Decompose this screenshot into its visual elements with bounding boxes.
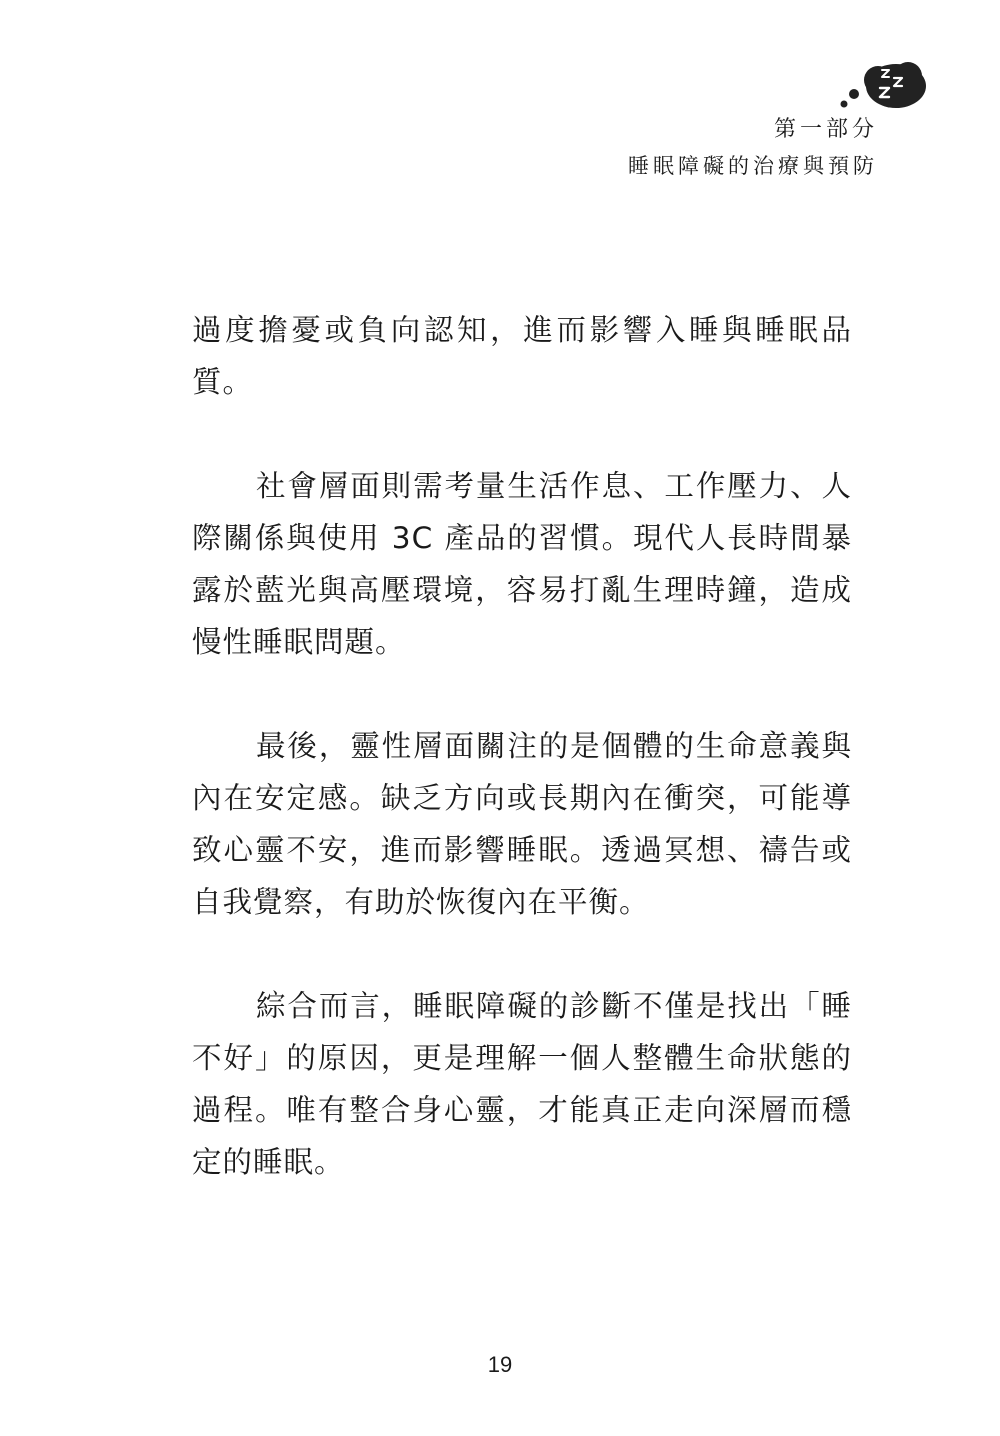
part-label: 第一部分 xyxy=(773,117,878,142)
sleep-zzz-cloud-icon xyxy=(838,58,930,114)
paragraph-2: 社會層面則需考量生活作息、工作壓力、人際關係與使用 3C 產品的習慣。現代人長時間暴露於藍光與高壓環境，容易打亂生理時鐘，造成慢性睡眠問題。 xyxy=(192,469,852,659)
paragraph-4: 綜合而言，睡眠障礙的診斷不僅是找出「睡不好」的原因，更是理解一個人整體生命狀態的過程。唯有整合身心靈，才能真正走向深層而穩定的睡眠。 xyxy=(192,989,852,1179)
chapter-title: 睡眠障礙的治療與預防 xyxy=(628,154,878,178)
running-header xyxy=(628,112,878,184)
paragraph-3: 最後，靈性層面關注的是個體的生命意義與內在安定感。缺乏方向或長期內在衝突，可能導致心靈不安，進而影響睡眠。透過冥想、禱告或自我覺察，有助於恢復內在平衡。 xyxy=(192,729,852,919)
body-text xyxy=(192,304,852,1240)
paragraph-1: 過度擔憂或負向認知，進而影響入睡與睡眠品質。 xyxy=(192,313,852,399)
page-number: 19 xyxy=(487,1352,513,1377)
